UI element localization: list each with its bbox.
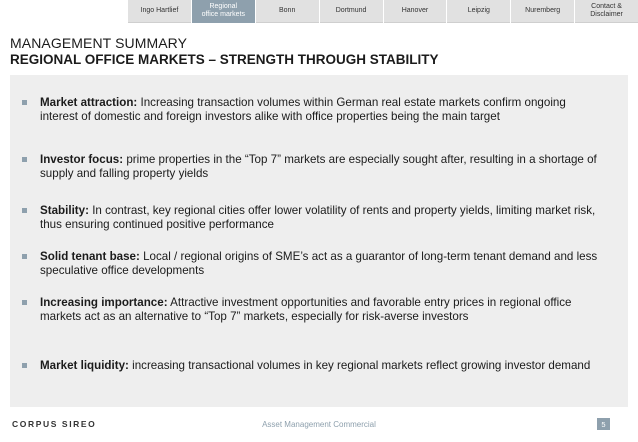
bullet-text: Attractive investment opportunities and favorable entry prices in regional office markets act as an alternative to “Top 7” markets, especially for risk-averse investors (40, 296, 572, 323)
bullet-marker-icon (22, 300, 27, 305)
summary-panel (10, 75, 628, 407)
bullet-marker-icon (22, 363, 27, 368)
bullet-term: Increasing importance: (40, 296, 168, 309)
bullet-term: Market liquidity: (40, 359, 129, 372)
bullet-market-attraction (40, 96, 600, 124)
tab-dortmund[interactable]: Dortmund (320, 0, 383, 23)
bullet-investor-focus (40, 153, 600, 181)
bullet-marker-icon (22, 254, 27, 259)
tab-hanover[interactable]: Hanover (384, 0, 447, 23)
bullet-stability (40, 204, 600, 232)
bullet-market-liquidity (40, 359, 600, 373)
tab-leipzig[interactable]: Leipzig (447, 0, 510, 23)
bullet-text: prime properties in the “Top 7” markets are especially sought after, resulting in a shortage of supply and falling property yields (40, 153, 597, 180)
tab-nuremberg[interactable]: Nuremberg (511, 0, 574, 23)
bullet-increasing-importance (40, 296, 600, 324)
bullet-marker-icon (22, 208, 27, 213)
nav-spacer (0, 0, 128, 22)
corpus-sireo-logo: CORPUS SIREO (12, 419, 97, 429)
tab-ingo-hartlief[interactable]: Ingo Hartlief (128, 0, 191, 23)
footer-department: Asset Management Commercial (262, 420, 376, 429)
page-title: REGIONAL OFFICE MARKETS – STRENGTH THROUGH STABILITY (10, 52, 439, 67)
bullet-text: Local / regional origins of SME’s act as a guarantor of long-term tenant demand and less speculative office developments (40, 250, 598, 277)
page-number: 5 (597, 418, 610, 430)
page-section-title: MANAGEMENT SUMMARY (10, 35, 188, 51)
tab-bonn[interactable]: Bonn (256, 0, 319, 23)
bullet-term: Market attraction: (40, 96, 138, 109)
top-navigation (0, 0, 638, 22)
tab-regional-office-markets[interactable]: Regional office markets (192, 0, 255, 23)
bullet-text: increasing transactional volumes in key regional markets reflect growing investor demand (128, 359, 591, 372)
tab-contact-disclaimer[interactable]: Contact & Disclaimer (575, 0, 638, 23)
bullet-term: Investor focus: (40, 153, 124, 166)
bullet-solid-tenant-base (40, 250, 600, 278)
bullet-text: Increasing transaction volumes within German real estate markets confirm ongoing interest of domestic and foreign investors alike with office properties being the main target (40, 96, 566, 123)
bullet-term: Stability: (40, 204, 89, 217)
bullet-marker-icon (22, 100, 27, 105)
nav-tabs (128, 0, 638, 22)
bullet-text: In contrast, key regional cities offer lower volatility of rents and property yields, limiting market risk, thus ensuring continued positive performance (40, 204, 596, 231)
bullet-marker-icon (22, 157, 27, 162)
bullet-term: Solid tenant base: (40, 250, 140, 263)
